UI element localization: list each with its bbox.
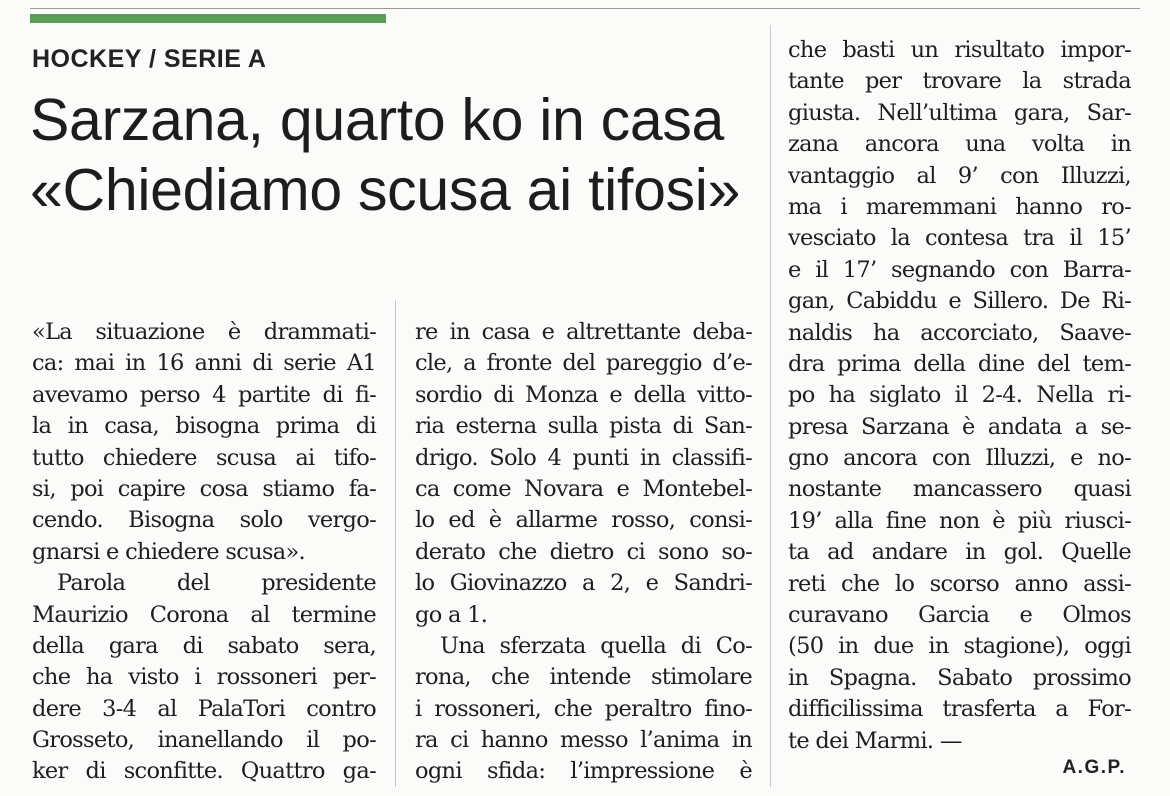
text-line: difficilissima trasferta a For- bbox=[788, 696, 1131, 723]
text-line: ker di sconfitte. Quattro ga- bbox=[32, 758, 376, 785]
text-line: re in casa e altrettante deba- bbox=[415, 319, 752, 345]
text-line: cle, a fronte del pareggio d’e- bbox=[415, 350, 752, 377]
text-line: Maurizio Corona al termine bbox=[32, 601, 376, 628]
article-column-1 bbox=[32, 317, 376, 788]
text-line: naldis ha accorciato, Saave- bbox=[788, 319, 1131, 346]
text-line: derato che dietro ci sono so- bbox=[415, 538, 752, 565]
text-line: vantaggio al 9’ con Illuzzi, bbox=[788, 162, 1131, 189]
text-line: e il 17’ segnando con Barra- bbox=[788, 256, 1131, 283]
author-signature: A.G.P. bbox=[1062, 757, 1126, 778]
text-line: tante per trovare la strada bbox=[788, 68, 1131, 95]
text-line: vesciato la contesa tra il 15’ bbox=[788, 225, 1131, 252]
text-line: gno ancora con Illuzzi, e no- bbox=[788, 445, 1131, 472]
text-line: della gara di sabato sera, bbox=[32, 632, 376, 659]
text-line: dere 3-4 al PalaTori contro bbox=[32, 695, 376, 722]
article-column-3 bbox=[788, 35, 1131, 757]
text-line: 19’ alla fine non è più riusci- bbox=[788, 507, 1131, 534]
text-line: zana ancora una volta in bbox=[788, 131, 1131, 158]
text-line: ca: mai in 16 anni di serie A1 bbox=[32, 350, 376, 377]
text-line: che ha visto i rossoneri per- bbox=[32, 664, 376, 691]
section-accent-bar bbox=[30, 14, 386, 23]
headline bbox=[30, 85, 770, 225]
text-line: che basti un risultato impor- bbox=[788, 37, 1131, 63]
column-divider bbox=[770, 25, 771, 787]
text-line: giusta. Nell’ultima gara, Sar- bbox=[788, 99, 1131, 126]
text-line: lo ed è allarme rosso, consi- bbox=[415, 507, 752, 534]
text-line: gnarsi e chiedere scusa». bbox=[32, 538, 305, 565]
text-line: drigo. Solo 4 punti in classifi- bbox=[415, 444, 752, 471]
text-line: i rossoneri, che peraltro fino- bbox=[415, 695, 752, 722]
text-line: sordio di Monza e della vitto- bbox=[415, 381, 752, 408]
text-line: avevamo perso 4 partite di fi- bbox=[32, 381, 376, 408]
text-line: ma i maremmani hanno ro- bbox=[788, 193, 1131, 220]
text-line: presa Sarzana è andata a se- bbox=[788, 413, 1131, 440]
text-line: ca come Novara e Montebel- bbox=[415, 475, 752, 502]
section-kicker: HOCKEY / SERIE A bbox=[32, 45, 267, 73]
text-line: «La situazione è drammati- bbox=[32, 319, 376, 345]
text-line: ta ad andare in gol. Quelle bbox=[788, 539, 1131, 566]
text-line: cendo. Bisogna solo vergo- bbox=[32, 507, 376, 534]
text-line: dra prima della dine del tem- bbox=[788, 350, 1131, 377]
headline-line-1: Sarzana, quarto ko in casa bbox=[30, 87, 725, 153]
text-line: tutto chiedere scusa ai tifo- bbox=[32, 444, 376, 471]
text-line: la in casa, bisogna prima di bbox=[32, 413, 376, 440]
text-line: in Spagna. Sabato prossimo bbox=[788, 664, 1131, 691]
text-line: po ha siglato il 2-4. Nella ri- bbox=[788, 382, 1131, 409]
text-line: reti che lo scorso anno assi- bbox=[788, 570, 1131, 597]
text-line: te dei Marmi. — bbox=[788, 727, 962, 754]
text-line: lo Giovinazzo a 2, e Sandri- bbox=[415, 570, 752, 597]
text-line: si, poi capire cosa stiamo fa- bbox=[32, 475, 376, 502]
text-line: gan, Cabiddu e Sillero. De Ri- bbox=[788, 288, 1131, 315]
text-line: nostante mancassero quasi bbox=[788, 476, 1131, 503]
text-line: Una sferzata quella di Co- bbox=[440, 632, 752, 659]
column-divider bbox=[395, 300, 396, 787]
text-line: go a 1. bbox=[415, 601, 488, 628]
text-line: rona, che intende stimolare bbox=[415, 664, 752, 691]
text-line: ria esterna sulla pista di San- bbox=[415, 413, 752, 440]
text-line: ogni sfida: l’impressione è bbox=[415, 758, 752, 785]
top-rule bbox=[30, 8, 1140, 9]
text-line: (50 in due in stagione), oggi bbox=[788, 633, 1131, 660]
headline-line-2: «Chiediamo scusa ai tifosi» bbox=[30, 157, 741, 223]
text-line: ra ci hanno messo l’anima in bbox=[415, 727, 752, 754]
article-column-2 bbox=[415, 317, 752, 788]
text-line: curavano Garcia e Olmos bbox=[788, 602, 1131, 629]
text-line: Grosseto, inanellando il po- bbox=[32, 727, 376, 754]
text-line: Parola del presidente bbox=[57, 570, 376, 597]
